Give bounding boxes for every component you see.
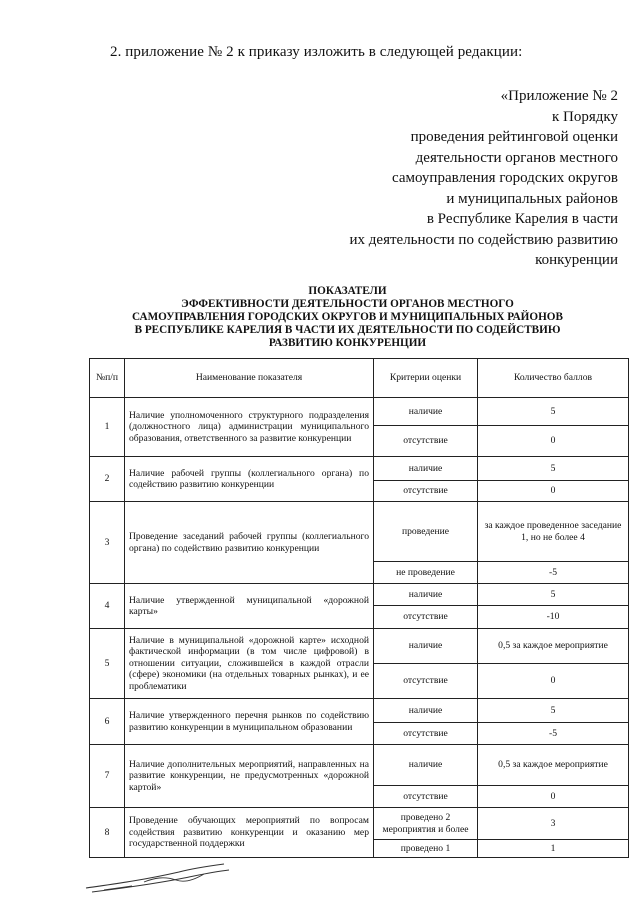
row-number: 4	[90, 584, 125, 629]
criterion-points: 5	[478, 699, 629, 723]
criterion-points: 3	[478, 808, 629, 840]
criterion-label: отсутствие	[374, 426, 478, 457]
table-row	[90, 457, 629, 481]
appendix-line: к Порядку	[552, 108, 618, 125]
criterion-points: -5	[478, 723, 629, 745]
criterion-label: не проведение	[374, 562, 478, 584]
appendix-line: конкуренции	[535, 252, 618, 268]
row-number: 1	[90, 398, 125, 457]
criterion-points: 5	[478, 398, 629, 426]
table-row	[90, 745, 629, 786]
row-number: 7	[90, 745, 125, 808]
header-number: №п/п	[90, 359, 125, 398]
criterion-label: наличие	[374, 699, 478, 723]
criterion-label: отсутствие	[374, 606, 478, 629]
criterion-label: проведено 1	[374, 840, 478, 858]
indicator-name: Наличие утвержденного перечня рынков по содействию развитию конкуренции в муниципальном образовании	[125, 699, 374, 745]
indicators-table	[89, 358, 629, 858]
criterion-label: отсутствие	[374, 786, 478, 808]
row-number: 8	[90, 808, 125, 858]
indicator-name: Наличие в муниципальной «дорожной карте» исходной фактической информации (в том числе цифровой) в отношении ситуации, сложившейся в каждой отрасли (сфере) экономики (на отдельных товарных рынках), и ее проблематики	[125, 629, 374, 699]
title-line: САМОУПРАВЛЕНИЯ ГОРОДСКИХ ОКРУГОВ И МУНИЦИПАЛЬНЫХ РАЙОНОВ	[132, 311, 563, 323]
criterion-points: -10	[478, 606, 629, 629]
appendix-line: «Приложение № 2	[500, 88, 618, 104]
header-criteria: Критерии оценки	[374, 359, 478, 398]
title-line: ПОКАЗАТЕЛИ	[308, 285, 387, 297]
criterion-label: отсутствие	[374, 723, 478, 745]
indicator-name: Проведение обучающих мероприятий по вопросам содействия развитию конкуренции и оказанию мер государственной поддержки	[125, 808, 374, 858]
criterion-label: наличие	[374, 398, 478, 426]
row-number: 5	[90, 629, 125, 699]
criterion-label: отсутствие	[374, 664, 478, 699]
appendix-line: их деятельности по содействию развитию	[349, 231, 618, 248]
criterion-label: отсутствие	[374, 481, 478, 502]
criterion-points: 0	[478, 481, 629, 502]
appendix-line: деятельности органов местного	[415, 149, 618, 166]
criterion-points: 5	[478, 457, 629, 481]
row-number: 3	[90, 502, 125, 584]
appendix-header	[288, 86, 618, 271]
table-row	[90, 502, 629, 562]
criterion-points: 0,5 за каждое мероприятие	[478, 629, 629, 664]
appendix-line: самоуправления городских округов	[392, 170, 618, 186]
document-title	[120, 285, 575, 350]
criterion-points: 0	[478, 786, 629, 808]
indicator-name: Наличие утвержденной муниципальной «дорожной карты»	[125, 584, 374, 629]
row-number: 6	[90, 699, 125, 745]
criterion-label: наличие	[374, 629, 478, 664]
row-number: 2	[90, 457, 125, 502]
table-row	[90, 398, 629, 426]
criterion-points: 0	[478, 664, 629, 699]
appendix-line: проведения рейтинговой оценки	[410, 129, 618, 145]
header-points: Количество баллов	[478, 359, 629, 398]
signature-scribble	[84, 858, 234, 898]
appendix-line: в Республике Карелия в части	[426, 211, 618, 227]
indicator-name: Наличие уполномоченного структурного подразделения (должностного лица) администрации муниципального образования, ответственного за развитие конкуренции	[125, 398, 374, 457]
intro-paragraph: 2. приложение № 2 к приказу изложить в следующей редакции:	[110, 44, 523, 60]
criterion-label: проведено 2 мероприятия и более	[374, 808, 478, 840]
criterion-points: за каждое проведенное заседание 1, но не более 4	[478, 502, 629, 562]
header-indicator-name: Наименование показателя	[125, 359, 374, 398]
criterion-points: 5	[478, 584, 629, 606]
title-line: В РЕСПУБЛИКЕ КАРЕЛИЯ В ЧАСТИ ИХ ДЕЯТЕЛЬНОСТИ ПО СОДЕЙСТВИЮ	[134, 324, 561, 336]
criterion-label: проведение	[374, 502, 478, 562]
criterion-points: 1	[478, 840, 629, 858]
title-line: РАЗВИТИЮ КОНКУРЕНЦИИ	[268, 337, 427, 349]
table-row	[90, 699, 629, 723]
table-row	[90, 584, 629, 606]
criterion-label: наличие	[374, 584, 478, 606]
table-header-row	[90, 359, 629, 398]
criterion-points: 0,5 за каждое мероприятие	[478, 745, 629, 786]
criterion-label: наличие	[374, 745, 478, 786]
appendix-line: и муниципальных районов	[446, 190, 618, 207]
indicator-name: Наличие дополнительных мероприятий, направленных на развитие конкуренции, не предусмотренных «дорожной картой»	[125, 745, 374, 808]
table-row	[90, 808, 629, 840]
criterion-points: -5	[478, 562, 629, 584]
criterion-label: наличие	[374, 457, 478, 481]
indicator-name: Наличие рабочей группы (коллегиального органа) по содействию развитию конкуренции	[125, 457, 374, 502]
title-line: ЭФФЕКТИВНОСТИ ДЕЯТЕЛЬНОСТИ ОРГАНОВ МЕСТНОГО	[181, 298, 514, 310]
indicator-name: Проведение заседаний рабочей группы (коллегиального органа) по содействию развитию конкуренции	[125, 502, 374, 584]
table-row	[90, 629, 629, 664]
criterion-points: 0	[478, 426, 629, 457]
